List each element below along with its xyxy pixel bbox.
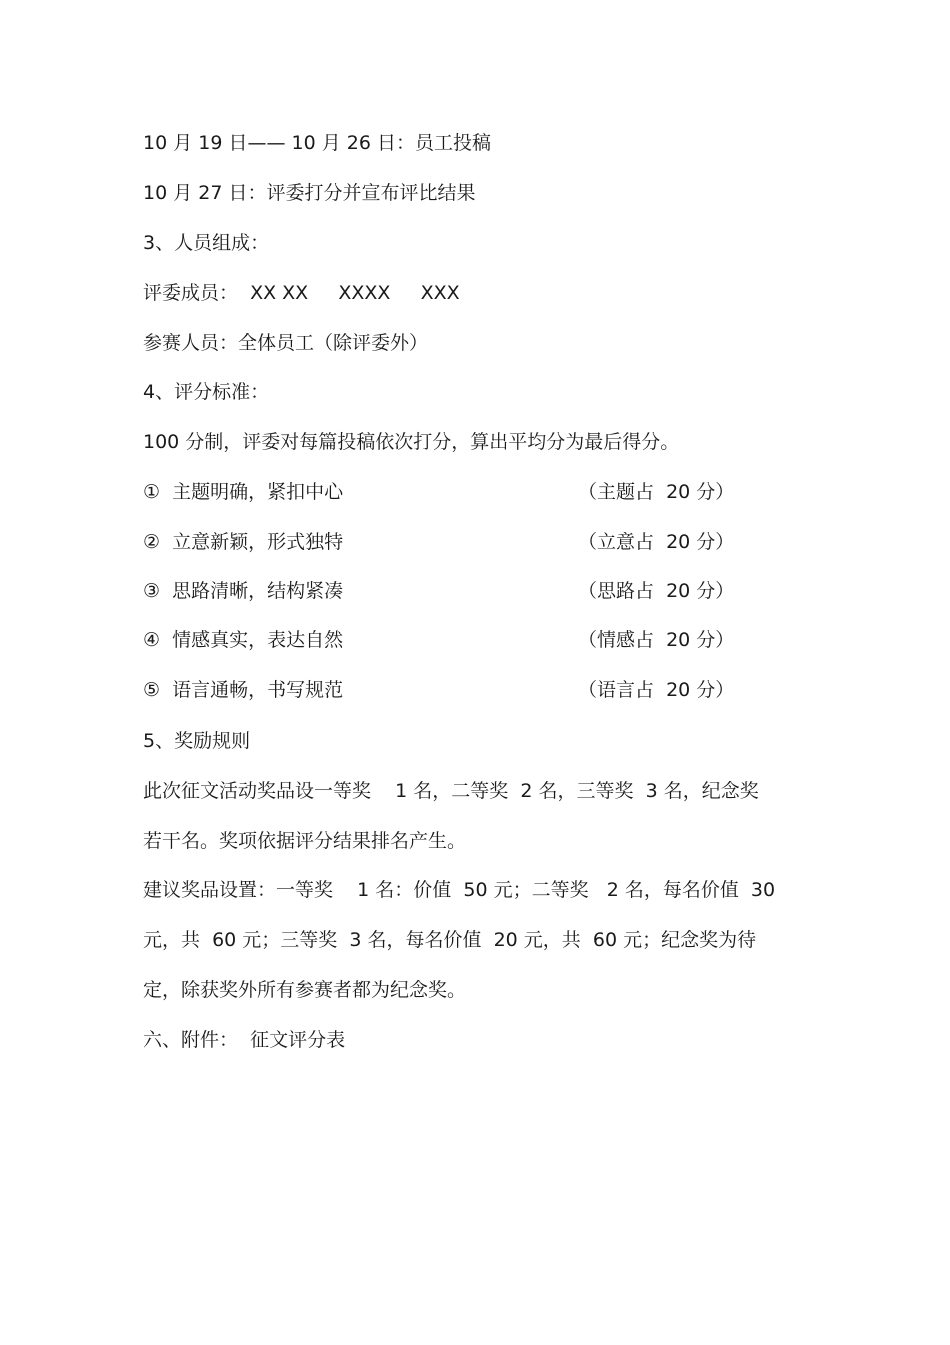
awards-para2-line2: 元，共 60 元；三等奖 3 名，每名价值 20 元，共 60 元；纪念奖为待 bbox=[143, 929, 757, 951]
section-3-heading: 3、人员组成： bbox=[143, 232, 270, 254]
section-5-heading: 5、奖励规则 bbox=[143, 730, 251, 752]
criterion-2-text: ② 立意新颖，形式独特 bbox=[143, 531, 344, 553]
section-6-heading: 六、附件： 征文评分表 bbox=[143, 1029, 346, 1051]
criterion-5-weight: （语言占 20 分） bbox=[578, 679, 735, 701]
criterion-4-text: ④ 情感真实，表达自然 bbox=[143, 629, 344, 651]
awards-para1-line1: 此次征文活动奖品设一等奖 1 名，二等奖 2 名，三等奖 3 名，纪念奖 bbox=[143, 780, 759, 802]
criterion-3-text: ③ 思路清晰，结构紧凑 bbox=[143, 580, 344, 602]
criterion-1-weight: （主题占 20 分） bbox=[578, 481, 735, 503]
schedule-submission: 10 月 19 日—— 10 月 26 日：员工投稿 bbox=[143, 132, 491, 154]
criterion-3-weight: （思路占 20 分） bbox=[578, 580, 735, 602]
awards-para1-line2: 若干名。奖项依据评分结果排名产生。 bbox=[143, 830, 467, 852]
judges-line: 评委成员： XX XX XXXX XXX bbox=[143, 282, 460, 304]
section-4-heading: 4、评分标准： bbox=[143, 381, 270, 403]
awards-para2-line1: 建议奖品设置：一等奖 1 名：价值 50 元；二等奖 2 名，每名价值 30 bbox=[143, 879, 776, 901]
schedule-judging: 10 月 27 日：评委打分并宣布评比结果 bbox=[143, 182, 476, 204]
criterion-5-text: ⑤ 语言通畅，书写规范 bbox=[143, 679, 344, 701]
participants-line: 参赛人员：全体员工（除评委外） bbox=[143, 332, 429, 354]
scoring-intro: 100 分制，评委对每篇投稿依次打分，算出平均分为最后得分。 bbox=[143, 431, 680, 453]
criterion-1-text: ① 主题明确，紧扣中心 bbox=[143, 481, 344, 503]
criterion-2-weight: （立意占 20 分） bbox=[578, 531, 735, 553]
criterion-4-weight: （情感占 20 分） bbox=[578, 629, 735, 651]
awards-para2-line3: 定，除获奖外所有参赛者都为纪念奖。 bbox=[143, 979, 467, 1001]
